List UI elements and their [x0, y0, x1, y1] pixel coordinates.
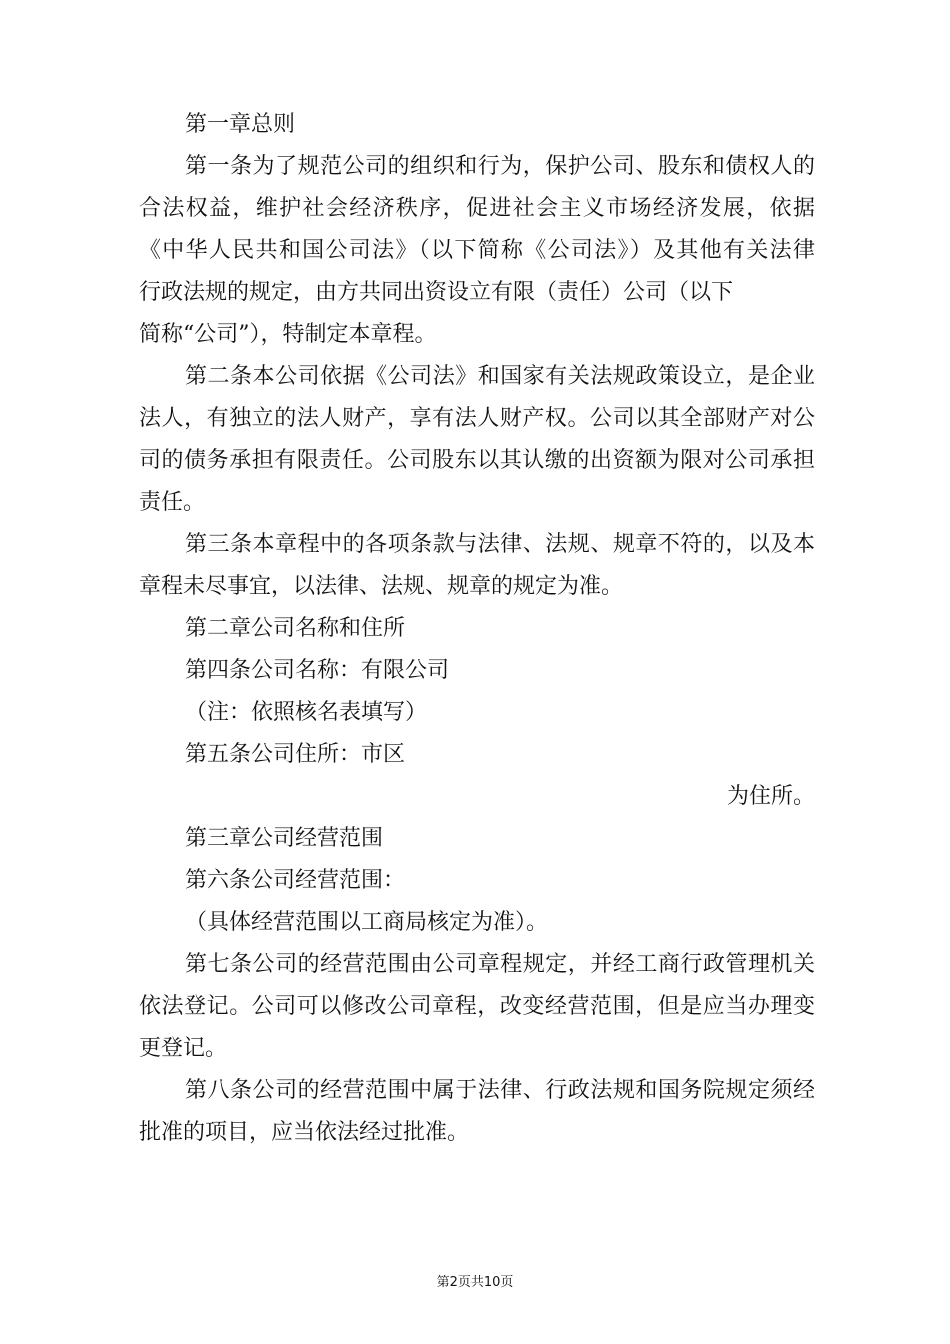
text-line: （具体经营范围以工商局核定为准）。: [185, 910, 549, 935]
text-line: 第一章总则: [185, 112, 296, 137]
text-line: 更登记。: [139, 1036, 228, 1061]
text-line: 《中华人民共和国公司法》（以下简称《公司法》）及其他有关法律: [139, 238, 815, 263]
text-line: 第三条本章程中的各项条款与法律、法规、规章不符的，以及本: [185, 532, 815, 557]
text-line: 第五条公司住所：市区: [185, 742, 406, 767]
text-line: 第二条本公司依据《公司法》和国家有关法规政策设立，是企业: [185, 364, 815, 389]
text-line: 章程未尽事宜，以法律、法规、规章的规定为准。: [139, 574, 624, 599]
page-footer: 第2页共10页: [436, 1275, 514, 1290]
text-line: 第七条公司的经营范围由公司章程规定，并经工商行政管理机关: [185, 952, 815, 977]
text-line: 第四条公司名称：有限公司: [185, 658, 450, 683]
text-line: 依法登记。公司可以修改公司章程，改变经营范围，但是应当办理变: [139, 994, 815, 1019]
text-line: 第三章公司经营范围: [185, 826, 384, 851]
document-body: [139, 104, 815, 1154]
text-line: 第六条公司经营范围：: [185, 868, 406, 893]
text-line: 简称“公司”），特制定本章程。: [139, 322, 437, 347]
text-line: 责任。: [139, 490, 206, 515]
text-line: 第八条公司的经营范围中属于法律、行政法规和国务院规定须经: [185, 1078, 815, 1103]
text-line: （注：依照核名表填写）: [185, 700, 428, 725]
text-line: 第一条为了规范公司的组织和行为，保护公司、股东和债权人的: [185, 154, 815, 179]
text-line: 批准的项目，应当依法经过批准。: [139, 1120, 470, 1145]
text-line: 合法权益，维护社会经济秩序，促进社会主义市场经济发展，依据: [139, 196, 815, 221]
text-line: 行政法规的规定，由方共同出资设立有限（责任）公司（以下: [139, 280, 734, 305]
text-line: 第二章公司名称和住所: [185, 616, 406, 641]
text-line: 为住所。: [726, 784, 815, 809]
text-line: 司的债务承担有限责任。公司股东以其认缴的出资额为限对公司承担: [139, 448, 815, 473]
text-line: 法人，有独立的法人财产，享有法人财产权。公司以其全部财产对公: [139, 406, 815, 431]
